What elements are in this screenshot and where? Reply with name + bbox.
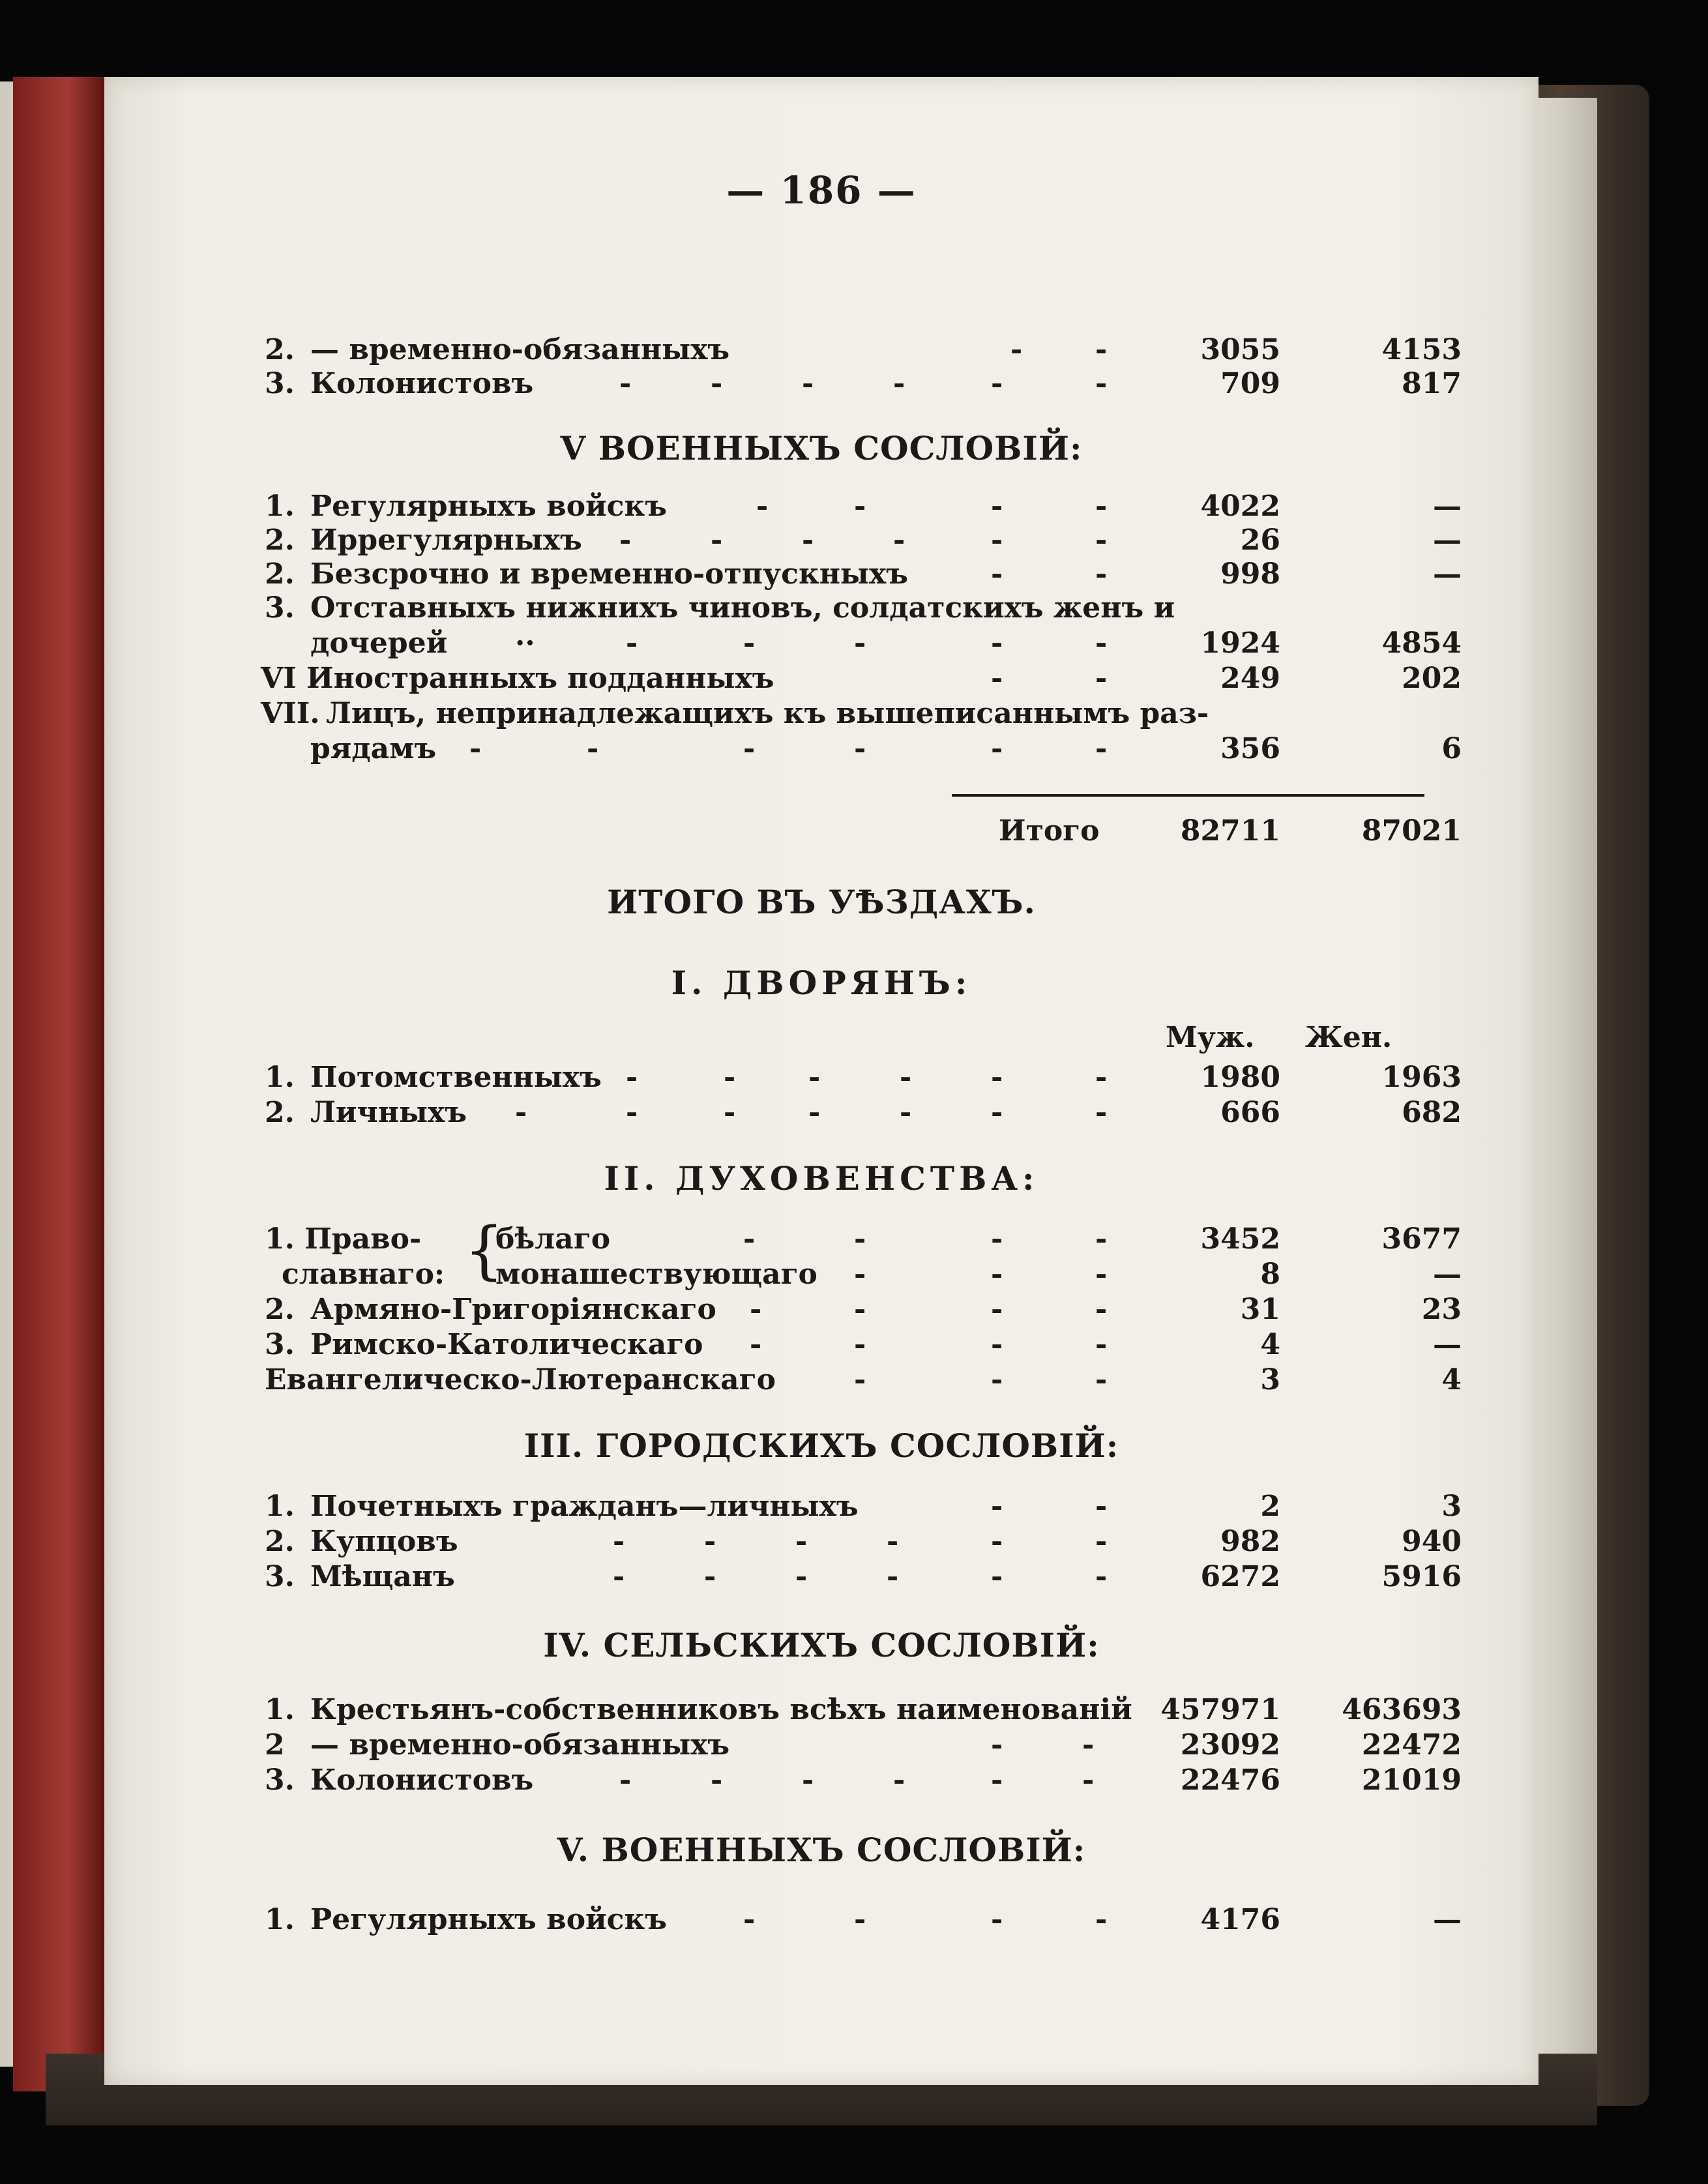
row-label-continued: рядамъ: [310, 732, 437, 765]
row-label: бѣлаго: [495, 1222, 611, 1256]
table-row-continued: дочерей ·· - - - - - 1924 4854: [310, 627, 1462, 660]
table-row: 1. Регулярныхъ войскъ - - - - 4176 —: [265, 1903, 1462, 1936]
female-value: 4153: [1381, 333, 1462, 366]
row-label: Купцовъ: [310, 1525, 458, 1558]
male-value: 4176: [1200, 1903, 1280, 1936]
row-number: 3.: [265, 1560, 295, 1593]
row-number: 2.: [265, 557, 295, 591]
male-value: 1924: [1200, 627, 1280, 660]
brace-mark: {: [464, 1214, 505, 1287]
total-label: Итого: [999, 814, 1100, 848]
total-male: 82711: [1180, 814, 1280, 848]
table-row: 2. — временно-обязанныхъ - - 3055 4153: [265, 333, 1462, 366]
row-label: — временно-обязанныхъ: [310, 333, 730, 366]
row-label: Иррегулярныхъ: [310, 524, 582, 557]
female-value: 22472: [1361, 1728, 1462, 1762]
column-header-female: Жен.: [1305, 1021, 1392, 1054]
section-title-clergy: II. ДУХОВЕНСТВА:: [604, 1159, 1039, 1198]
male-value: 3: [1260, 1363, 1280, 1396]
male-value: 22476: [1180, 1763, 1280, 1797]
female-value: 682: [1402, 1096, 1462, 1129]
male-value: 356: [1220, 732, 1280, 765]
row-number: 2.: [265, 1096, 295, 1129]
table-row: 1. Почетныхъ гражданъ—личныхъ - - 2 3: [265, 1490, 1462, 1523]
table-row: 2. Личныхъ - - - - - - - 666 682: [265, 1096, 1462, 1129]
row-label: Колонистовъ: [310, 1763, 534, 1797]
section-title-urban: III. ГОРОДСКИХЪ СОСЛОВІЙ:: [523, 1426, 1119, 1465]
male-value: 6272: [1200, 1560, 1280, 1593]
female-value: —: [1433, 490, 1462, 523]
section-title-nobility: I. ДВОРЯНЪ:: [671, 964, 972, 1002]
total-female: 87021: [1361, 814, 1462, 848]
table-row: 1. Регулярныхъ войскъ - - - - 4022 —: [265, 490, 1462, 523]
male-value: 2: [1260, 1490, 1280, 1523]
row-label: Личныхъ: [310, 1096, 467, 1129]
row-number: 2: [265, 1728, 285, 1762]
row-label: Армяно-Григоріянскаго: [310, 1293, 716, 1326]
male-value: 1980: [1200, 1061, 1280, 1094]
female-value: 1963: [1381, 1061, 1462, 1094]
row-label: Почетныхъ гражданъ—личныхъ: [310, 1490, 859, 1523]
row-number: 3.: [265, 1763, 295, 1797]
female-value: 202: [1402, 662, 1462, 695]
row-number: 1.: [265, 1693, 295, 1726]
districts-title: ИТОГО ВЪ УѢЗДАХЪ.: [607, 883, 1036, 921]
female-value: 6: [1441, 732, 1462, 765]
row-label: Регулярныхъ войскъ: [310, 1903, 667, 1936]
male-value: 998: [1220, 557, 1280, 591]
row-number: VII.: [261, 697, 320, 730]
table-row: 2. Безсрочно и временно-отпускныхъ - - 998 —: [265, 557, 1462, 591]
male-value: 8: [1260, 1258, 1280, 1291]
total-rule: [952, 794, 1424, 797]
table-row-continued: рядамъ - - - - - - 356 6: [310, 732, 1462, 765]
female-value: —: [1433, 1328, 1462, 1361]
row-number: 2.: [265, 1293, 295, 1326]
female-value: 940: [1402, 1525, 1462, 1558]
male-value: 3452: [1200, 1222, 1280, 1256]
table-row: 2. Иррегулярныхъ - - - - - - 26 —: [265, 524, 1462, 557]
female-value: 5916: [1381, 1560, 1462, 1593]
female-value: 4854: [1381, 627, 1462, 660]
female-value: —: [1433, 1258, 1462, 1291]
female-value: —: [1433, 524, 1462, 557]
table-row: 1. Право- бѣлаго - - - - 3452 3677: [265, 1222, 1462, 1256]
row-label: Мѣщанъ: [310, 1560, 455, 1593]
table-row: VI Иностранныхъ подданныхъ - - 249 202: [261, 662, 1462, 695]
row-label: Римско-Католическаго: [310, 1328, 703, 1361]
table-row: [104, 591, 1539, 626]
row-label: Лицъ, непринадлежащихъ къ вышеписаннымъ раз-: [326, 697, 1209, 730]
table-row: 3. Колонистовъ - - - - - - 709 817: [265, 367, 1462, 400]
row-number: 2.: [265, 1525, 295, 1558]
table-row: 3. Мѣщанъ - - - - - - 6272 5916: [265, 1560, 1462, 1593]
row-number: 1.: [265, 490, 295, 523]
column-header-male: Муж.: [1166, 1021, 1255, 1054]
row-number: 1.: [265, 1903, 295, 1936]
table-row: 2. Армяно-Григоріянскаго - - - - 31 23: [265, 1293, 1462, 1326]
table-row: [104, 1692, 1539, 1728]
section-title-military: V ВОЕННЫХЪ СОСЛОВІЙ:: [560, 429, 1083, 467]
table-row: 1. Потомственныхъ - - - - - - 1980 1963: [265, 1061, 1462, 1094]
table-row: 3. Римско-Католическаго - - - - 4 —: [265, 1328, 1462, 1361]
row-number: 3.: [265, 591, 295, 625]
book-spine: [13, 77, 104, 2091]
male-value: 31: [1240, 1293, 1280, 1326]
female-value: 23: [1421, 1293, 1462, 1326]
male-value: 982: [1220, 1525, 1280, 1558]
table-row: славнаго: монашествующаго - - - 8 —: [282, 1258, 1462, 1291]
row-label: Крестьянъ-собственниковъ всѣхъ наименованій: [310, 1693, 1132, 1726]
book-page: [104, 77, 1539, 2085]
row-label: Регулярныхъ войскъ: [310, 490, 667, 523]
female-value: —: [1433, 557, 1462, 591]
table-row: 2 — временно-обязанныхъ - - 23092 22472: [265, 1728, 1462, 1762]
male-value: 3055: [1200, 333, 1280, 366]
male-value: 4: [1260, 1328, 1280, 1361]
row-label: Безсрочно и временно-отпускныхъ: [310, 557, 909, 591]
male-value: 23092: [1180, 1728, 1280, 1762]
table-row: 2. Купцовъ - - - - - - 982 940: [265, 1525, 1462, 1558]
page-number: — 186 —: [726, 168, 917, 213]
female-value: 463693: [1342, 1693, 1462, 1726]
row-number: VI: [261, 662, 297, 695]
table-row: [104, 696, 1539, 731]
male-value: 26: [1240, 524, 1280, 557]
female-value: 3: [1441, 1490, 1462, 1523]
row-label-orthodox-cont: славнаго:: [282, 1258, 445, 1291]
female-value: 817: [1402, 367, 1462, 400]
male-value: 666: [1220, 1096, 1280, 1129]
row-number: 1.: [265, 1490, 295, 1523]
row-label: Евангелическо-Лютеранскаго: [265, 1363, 776, 1396]
male-value: 4022: [1200, 490, 1280, 523]
section-title-rural: IV. СЕЛЬСКИХЪ СОСЛОВІЙ:: [543, 1626, 1100, 1664]
female-value: 3677: [1381, 1222, 1462, 1256]
row-number: 1.: [265, 1061, 295, 1094]
row-label: Колонистовъ: [310, 367, 534, 400]
table-row: 3. Колонистовъ - - - - - - 22476 21019: [265, 1763, 1462, 1797]
row-label: Иностранныхъ подданныхъ: [306, 662, 774, 695]
row-label: Потомственныхъ: [310, 1061, 602, 1094]
section-title-military-districts: V. ВОЕННЫХЪ СОСЛОВІЙ:: [557, 1831, 1086, 1869]
female-value: —: [1433, 1903, 1462, 1936]
total-row: [104, 814, 1539, 849]
male-value: 457971: [1160, 1693, 1280, 1726]
row-number: 2.: [265, 524, 295, 557]
row-label: Отставныхъ нижнихъ чиновъ, солдатскихъ женъ и: [310, 591, 1175, 625]
female-value: 21019: [1361, 1763, 1462, 1797]
row-number: 2.: [265, 333, 295, 366]
row-label-continued: дочерей: [310, 627, 448, 660]
row-number: 3.: [265, 1328, 295, 1361]
male-value: 709: [1220, 367, 1280, 400]
row-label: монашествующаго: [495, 1258, 817, 1291]
row-number: 3.: [265, 367, 295, 400]
row-label-orthodox: 1. Право-: [265, 1222, 422, 1256]
female-value: 4: [1441, 1363, 1462, 1396]
male-value: 249: [1220, 662, 1280, 695]
table-row: Евангелическо-Лютеранскаго - - - 3 4: [265, 1363, 1462, 1396]
row-label: — временно-обязанныхъ: [310, 1728, 730, 1762]
